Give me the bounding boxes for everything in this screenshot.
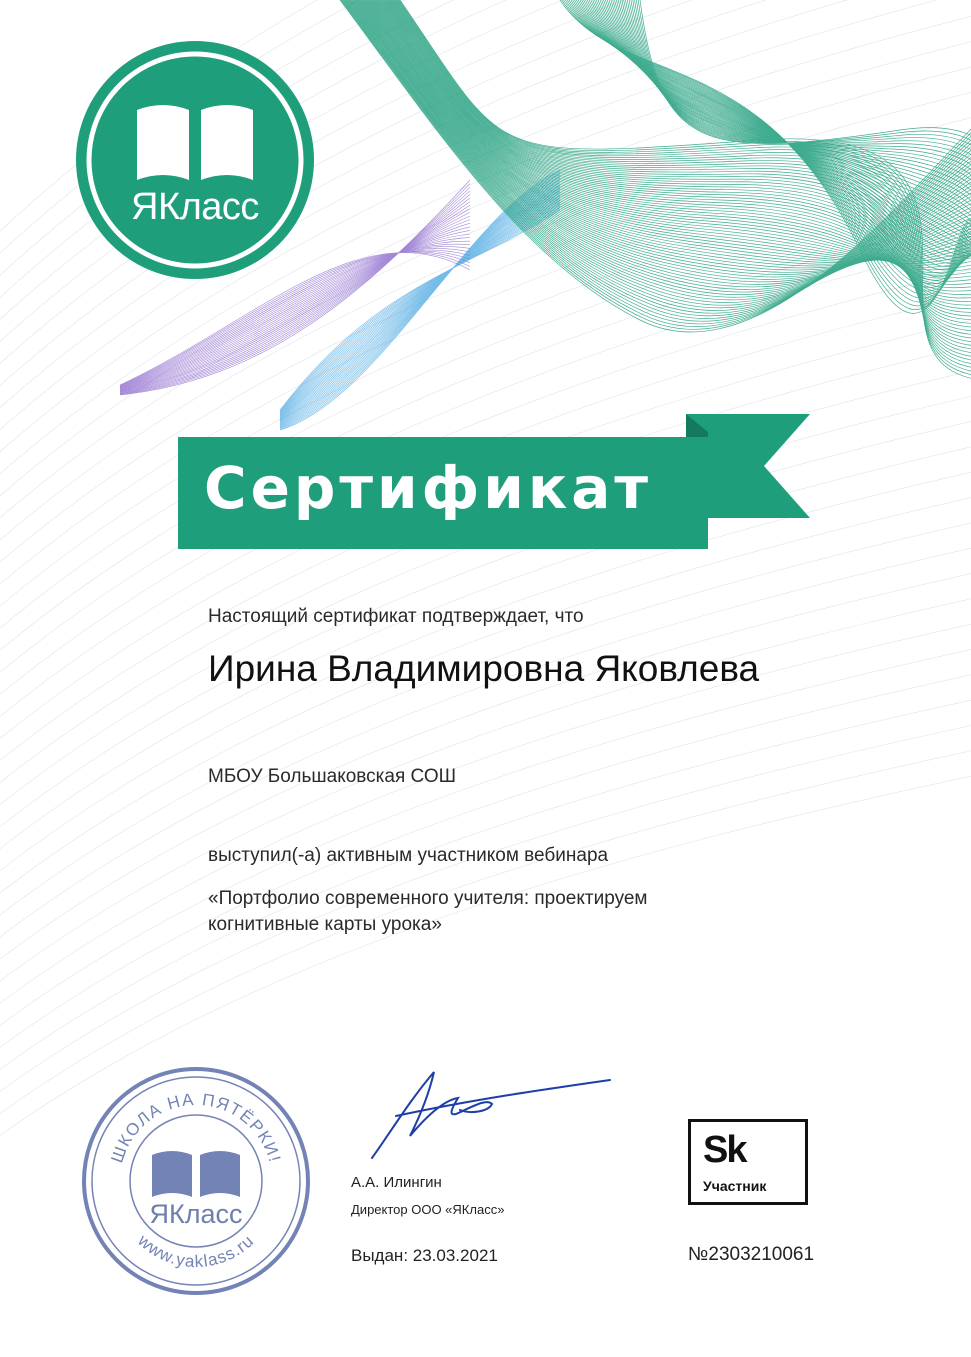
recipient-name: Ирина Владимировна Яковлева	[208, 648, 760, 689]
signer-title: Директор ООО «ЯКласс»	[351, 1202, 505, 1217]
certificate-number: №2303210061	[688, 1244, 815, 1265]
webinar-title-line1: «Портфолио современного учителя: проектируем	[208, 888, 648, 909]
certificate-title: Сертификат	[204, 454, 652, 522]
stamp-brand: ЯКласс	[149, 1199, 243, 1229]
intro-text: Настоящий сертификат подтверждает, что	[208, 606, 584, 627]
participation-text: выступил(-а) активным участником вебинара	[208, 845, 609, 866]
stamp-top-text: ШКОЛА НА ПЯТЁРКИ!	[107, 1089, 285, 1166]
skolkovo-badge	[688, 1119, 808, 1205]
stamp-url-text: www.yaklass.ru	[134, 1230, 258, 1272]
skolkovo-mark: Sk	[703, 1129, 746, 1171]
logo-text: ЯКласс	[131, 186, 259, 228]
webinar-title-line2: когнитивные карты урока»	[208, 914, 442, 935]
school-name: МБОУ Большаковская СОШ	[208, 766, 457, 787]
skolkovo-label: Участник	[703, 1178, 767, 1194]
issue-date: Выдан: 23.03.2021	[351, 1246, 498, 1265]
signer-name: А.А. Илингин	[351, 1174, 442, 1191]
